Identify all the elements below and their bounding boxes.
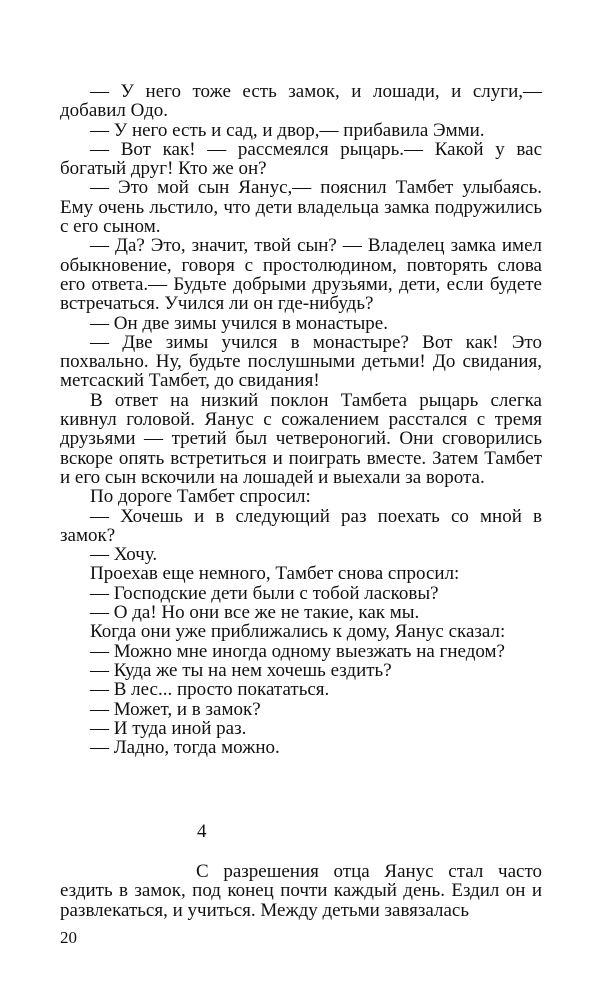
paragraph-14: — О да! Но они все же не такие, как мы.	[90, 602, 420, 624]
page-number: 20	[60, 928, 77, 947]
paragraph-3: — Вот как! — рассмеялся рыцарь.— Какой у вас богатый друг! Кто же он?	[60, 138, 542, 180]
paragraph-16: — Можно мне иногда одному выезжать на гнедом?	[90, 640, 505, 662]
paragraph-4: — Это мой сын Яанус,— пояснил Тамбет улыбаясь. Ему очень льстило, что дети владельца замка подружились с его сыном.	[60, 177, 542, 238]
paragraph-19: — Может, и в замок?	[90, 698, 261, 720]
paragraph-17: — Куда же ты на нем хочешь ездить?	[90, 659, 392, 681]
paragraph-9: По дороге Тамбет спросил:	[90, 486, 311, 508]
main-text	[60, 82, 542, 757]
paragraph-12: Проехав еще немного, Тамбет снова спросил:	[90, 563, 460, 585]
paragraph-6: — Он две зимы учился в монастыре.	[90, 312, 388, 334]
paragraph-11: — Хочу.	[90, 544, 158, 566]
chapter-opening-paragraph: С разрешения отца Яанус стал часто ездить в замок, под конец почти каждый день. Ездил он и развлекаться, и учиться. Между детьми завязалась	[60, 861, 542, 921]
paragraph-20: — И туда иной раз.	[90, 717, 247, 739]
chapter-number: 4	[197, 821, 207, 842]
paragraph-7: — Две зимы учился в монастыре? Вот как! Это похвально. Ну, будьте послушными детьми! До свидания, метсаский Тамбет, до свидания!	[60, 331, 542, 392]
paragraph-18: — В лес... просто покататься.	[90, 679, 330, 701]
paragraph-13: — Господские дети были с тобой ласковы?	[90, 582, 439, 604]
paragraph-5: — Да? Это, значит, твой сын? — Владелец замка имел обыкновение, говоря с простолюдином, повторять слова его ответа.— Будьте добрыми друзьями, дети, если будете встречаться. Учился ли он где-нибудь?	[60, 235, 542, 315]
paragraph-1: — У него тоже есть замок, и лошади, и слуги,— добавил Одо.	[60, 81, 542, 122]
paragraph-21: — Ладно, тогда можно.	[90, 737, 280, 759]
paragraph-15: Когда они уже приближались к дому, Яанус сказал:	[90, 621, 506, 643]
chapter-opening	[60, 862, 542, 920]
paragraph-8: В ответ на низкий поклон Тамбета рыцарь слегка кивнул головой. Яанус с сожалением расстался с тремя друзьями — третий был четвероногий. Они сговорились вскоре опять встретиться и поиграть вместе. Затем Тамбет и его сын вскочили на лошадей и выехали за ворота.	[60, 389, 542, 488]
paragraph-10: — Хочешь и в следующий раз поехать со мной в замок?	[60, 505, 542, 546]
paragraph-2: — У него есть и сад, и двор,— прибавила Эмми.	[90, 119, 485, 141]
